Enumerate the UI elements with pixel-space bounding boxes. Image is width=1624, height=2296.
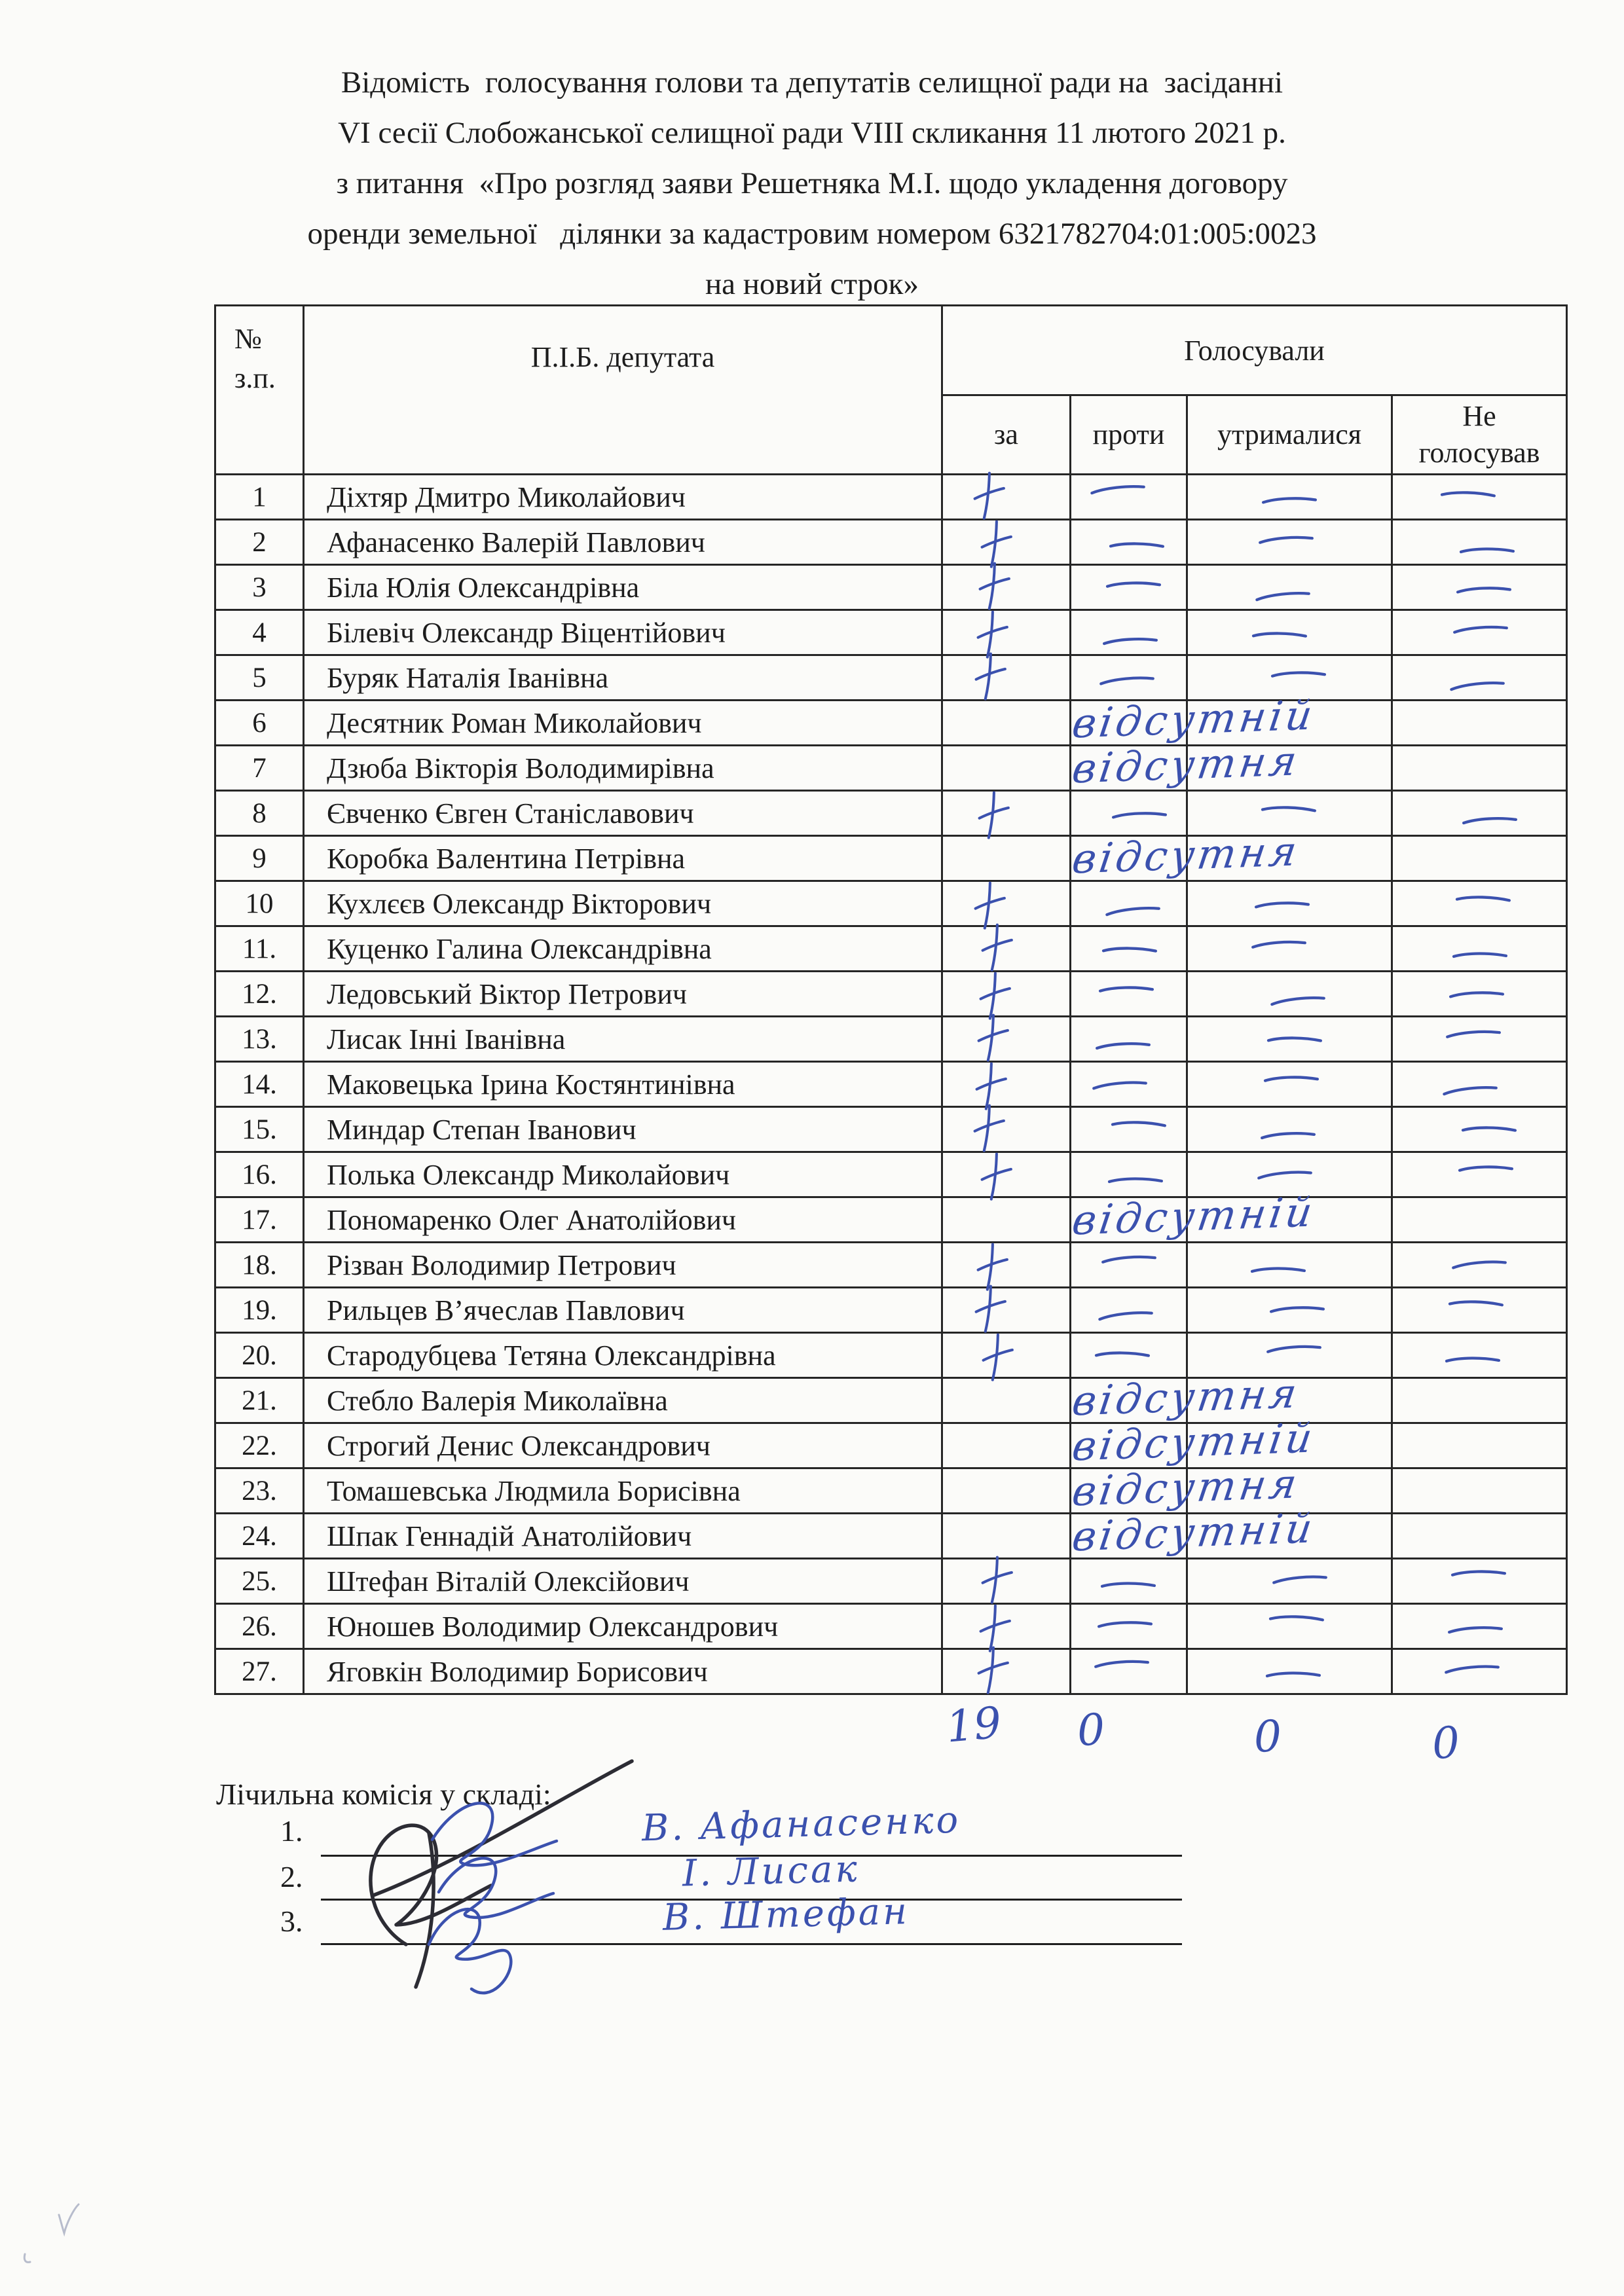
deputy-name-cell: Коробка Валентина Петрівна xyxy=(304,836,942,881)
vote-proty-cell xyxy=(1071,926,1187,972)
dash-mark-icon xyxy=(1090,1078,1149,1093)
title-line: з питання «Про розгляд заяви Решетняка М.І. щодо укладення договору xyxy=(336,166,1288,200)
col-header-utrym: утрималися xyxy=(1187,395,1392,475)
vote-proty-cell xyxy=(1071,655,1187,701)
absent-note: відсутній xyxy=(1069,1188,1319,1245)
vote-ne-cell xyxy=(1392,1649,1567,1694)
dash-mark-icon xyxy=(1101,634,1158,648)
dash-mark-icon xyxy=(1444,1353,1502,1367)
dash-mark-icon xyxy=(1094,1039,1151,1053)
vote-za-cell xyxy=(942,520,1071,565)
dash-mark-icon xyxy=(1249,1263,1308,1277)
col-header-voted: Голосували xyxy=(942,306,1567,395)
row-number-cell: 8 xyxy=(215,791,304,836)
vote-proty-cell xyxy=(1071,791,1187,836)
dash-mark-icon xyxy=(1259,1129,1317,1142)
col-header-num-line2: з.п. xyxy=(234,362,276,394)
dash-mark-icon xyxy=(1451,948,1509,962)
table-row xyxy=(215,1243,1567,1288)
vote-proty-cell xyxy=(1071,881,1187,926)
title-line: оренди земельної ділянки за кадастровим номером 6321782704:01:005:0023 xyxy=(307,217,1317,251)
dash-mark-icon xyxy=(1266,1032,1324,1048)
table-row xyxy=(215,746,1567,791)
total-utrym: 0 xyxy=(1253,1711,1283,1762)
row-number-cell: 5 xyxy=(215,655,304,701)
table-row xyxy=(215,926,1567,972)
row-number-cell: 24. xyxy=(215,1514,304,1559)
deputy-name-cell: Десятник Роман Миколайович xyxy=(304,701,942,746)
dash-mark-icon xyxy=(1096,1618,1154,1631)
vote-za-cell xyxy=(942,1333,1071,1378)
table-row xyxy=(215,881,1567,926)
row-number-cell: 10 xyxy=(215,881,304,926)
deputy-name-cell: Миндар Степан Іванович xyxy=(304,1107,942,1152)
vote-proty-cell xyxy=(1071,1017,1187,1062)
absent-note: відсутня xyxy=(1069,737,1303,793)
vote-proty-cell xyxy=(1071,1604,1187,1649)
dash-mark-icon xyxy=(1450,1567,1507,1580)
row-number-cell: 15. xyxy=(215,1107,304,1152)
row-number-cell: 16. xyxy=(215,1152,304,1197)
vote-proty-cell xyxy=(1071,1152,1187,1197)
vote-proty-cell xyxy=(1069,1413,1319,1470)
plus-mark-icon xyxy=(978,1332,1016,1383)
absent-note: відсутня xyxy=(1069,827,1303,883)
dash-mark-icon xyxy=(1106,1173,1164,1188)
dash-mark-icon xyxy=(1439,486,1497,503)
commission-item-number: 2. xyxy=(280,1860,303,1893)
dash-mark-icon xyxy=(1096,1307,1154,1324)
vote-utrym-cell xyxy=(1187,1107,1392,1152)
absent-note: відсутній xyxy=(1069,691,1319,748)
voting-table-body xyxy=(215,475,1567,1694)
vote-za-cell xyxy=(942,926,1071,972)
dash-mark-icon xyxy=(1097,983,1154,996)
row-number-cell: 2 xyxy=(215,520,304,565)
absent-note: відсутній xyxy=(1069,1413,1319,1470)
dash-mark-icon xyxy=(1261,494,1318,507)
deputy-name-cell: Яговкін Володимир Борисович xyxy=(304,1649,942,1694)
col-header-ne-holosuvav: Не голосував xyxy=(1392,395,1567,475)
commission-member-name: В. Афанасенко xyxy=(641,1798,961,1850)
table-row xyxy=(215,475,1567,520)
vote-proty-cell xyxy=(1069,1504,1319,1561)
table-row xyxy=(215,1197,1567,1243)
table-row xyxy=(215,1559,1567,1604)
vote-ne-cell xyxy=(1392,1559,1567,1604)
vote-ne-cell xyxy=(1392,1288,1567,1333)
deputy-name-cell: Стебло Валерія Миколаївна xyxy=(304,1378,942,1423)
col-header-num xyxy=(215,306,304,475)
vote-ne-cell xyxy=(1392,520,1567,565)
plus-mark-icon xyxy=(970,470,1008,522)
vote-za-cell xyxy=(942,1062,1071,1107)
plus-mark-icon xyxy=(977,1151,1015,1203)
row-number-cell: 23. xyxy=(215,1468,304,1514)
vote-ne-cell xyxy=(1392,972,1567,1017)
deputy-name-cell: Діхтяр Дмитро Миколайович xyxy=(304,475,942,520)
dash-mark-icon xyxy=(1250,937,1308,951)
vote-utrym-cell xyxy=(1187,610,1392,655)
vote-utrym-cell xyxy=(1187,972,1392,1017)
dash-mark-icon xyxy=(1270,668,1327,682)
vote-utrym-cell xyxy=(1187,1062,1392,1107)
col-header-za: за xyxy=(942,395,1071,475)
dash-mark-icon xyxy=(1268,993,1327,1009)
dash-mark-icon xyxy=(1447,1296,1505,1312)
table-row xyxy=(215,1062,1567,1107)
row-number-cell: 13. xyxy=(215,1017,304,1062)
dash-mark-icon xyxy=(1111,809,1168,822)
plus-mark-icon xyxy=(974,790,1012,841)
pen-signature-blue-3 xyxy=(429,1909,511,1993)
table-row xyxy=(215,836,1567,881)
vote-za-cell xyxy=(942,1288,1071,1333)
row-number-cell: 6 xyxy=(215,701,304,746)
table-row xyxy=(215,1017,1567,1062)
vote-utrym-cell xyxy=(1187,1243,1392,1288)
dash-mark-icon xyxy=(1441,1082,1499,1099)
vote-za-cell xyxy=(942,1152,1071,1197)
vote-proty-cell xyxy=(1071,1559,1187,1604)
table-row xyxy=(215,610,1567,655)
vote-za-cell xyxy=(942,1197,1071,1243)
vote-proty-cell xyxy=(1071,610,1187,655)
deputy-name-cell: Штефан Віталій Олексійович xyxy=(304,1559,942,1604)
table-row xyxy=(215,972,1567,1017)
vote-utrym-cell xyxy=(1187,1017,1392,1062)
row-number-cell: 22. xyxy=(215,1423,304,1468)
row-number-cell: 25. xyxy=(215,1559,304,1604)
deputy-name-cell: Томашевська Людмила Борисівна xyxy=(304,1468,942,1514)
col-header-proty: проти xyxy=(1071,395,1187,475)
row-number-cell: 18. xyxy=(215,1243,304,1288)
row-number-cell: 19. xyxy=(215,1288,304,1333)
dash-mark-icon xyxy=(1257,532,1316,547)
dash-mark-icon xyxy=(1450,1257,1509,1273)
vote-ne-cell xyxy=(1392,475,1567,520)
dash-mark-icon xyxy=(1443,1662,1502,1677)
deputy-name-cell: Різван Володимир Петрович xyxy=(304,1243,942,1288)
row-number-cell: 17. xyxy=(215,1197,304,1243)
vote-utrym-cell xyxy=(1187,565,1392,610)
vote-proty-cell xyxy=(1071,475,1187,520)
absent-note: відсутня xyxy=(1069,1369,1303,1425)
row-number-cell: 27. xyxy=(215,1649,304,1694)
dash-mark-icon xyxy=(1458,543,1517,558)
vote-za-cell xyxy=(942,881,1071,926)
dash-mark-icon xyxy=(1271,1572,1329,1588)
deputy-name-cell: Куценко Галина Олександрівна xyxy=(304,926,942,972)
deputy-name-cell: Білевіч Олександр Віцентійович xyxy=(304,610,942,655)
vote-ne-cell xyxy=(1392,1243,1567,1288)
deputy-name-cell: Афанасенко Валерій Павлович xyxy=(304,520,942,565)
dash-mark-icon xyxy=(1447,1623,1504,1637)
vote-utrym-cell xyxy=(1187,1288,1392,1333)
title-line: VI сесії Слобожанської селищної ради VIII скликання 11 лютого 2021 р. xyxy=(338,116,1286,150)
vote-za-cell xyxy=(942,791,1071,836)
vote-proty-cell xyxy=(1071,520,1187,565)
vote-ne-cell xyxy=(1392,881,1567,926)
deputy-name-cell: Стародубцева Тетяна Олександрівна xyxy=(304,1333,942,1378)
dash-mark-icon xyxy=(1259,801,1318,818)
vote-za-cell xyxy=(942,655,1071,701)
deputy-name-cell: Євченко Євген Станіславович xyxy=(304,791,942,836)
vote-proty-cell xyxy=(1069,1188,1319,1245)
vote-ne-cell xyxy=(1392,1017,1567,1062)
absent-note: відсутній xyxy=(1069,1504,1319,1561)
vote-proty-cell xyxy=(1071,1062,1187,1107)
dash-mark-icon xyxy=(1256,1167,1314,1183)
vote-utrym-cell xyxy=(1187,475,1392,520)
row-number-cell: 3 xyxy=(215,565,304,610)
vote-proty-cell xyxy=(1071,1243,1187,1288)
total-za: 19 xyxy=(944,1697,1004,1753)
dash-mark-icon xyxy=(1448,678,1506,694)
absent-note: відсутня xyxy=(1069,1459,1303,1516)
dash-mark-icon xyxy=(1263,1072,1320,1086)
deputy-name-cell: Лисак Інні Іванівна xyxy=(304,1017,942,1062)
dash-mark-icon xyxy=(1098,673,1156,689)
col-header-name: П.І.Б. депутата xyxy=(304,306,942,475)
total-proty: 0 xyxy=(1076,1704,1106,1757)
vote-za-cell xyxy=(942,1468,1071,1514)
vote-proty-cell xyxy=(1071,1649,1187,1694)
vote-za-cell xyxy=(942,1514,1071,1559)
dash-mark-icon xyxy=(1445,1027,1503,1041)
dash-mark-icon xyxy=(1454,891,1512,907)
deputy-name-cell: Строгий Денис Олександрович xyxy=(304,1423,942,1468)
vote-ne-cell xyxy=(1392,1107,1567,1152)
vote-za-cell xyxy=(942,1559,1071,1604)
dash-mark-icon xyxy=(1099,1578,1157,1592)
deputy-name-cell: Біла Юлія Олександрівна xyxy=(304,565,942,610)
dash-mark-icon xyxy=(1452,622,1510,636)
dash-mark-icon xyxy=(1267,1611,1325,1627)
dash-mark-icon xyxy=(1268,1303,1326,1316)
vote-ne-cell xyxy=(1392,926,1567,972)
vote-za-cell xyxy=(942,836,1071,881)
dash-mark-icon xyxy=(1107,538,1166,554)
plus-mark-icon xyxy=(978,1554,1016,1606)
commission-member-name: І. Лисак xyxy=(682,1848,860,1895)
vote-za-cell xyxy=(942,746,1071,791)
vote-proty-cell xyxy=(1071,972,1187,1017)
deputy-name-cell: Кухлєєв Олександр Вікторович xyxy=(304,881,942,926)
table-row xyxy=(215,1514,1567,1559)
dash-mark-icon xyxy=(1109,1116,1168,1133)
vote-za-cell xyxy=(942,972,1071,1017)
vote-proty-cell xyxy=(1069,691,1319,748)
vote-utrym-cell xyxy=(1187,1604,1392,1649)
table-row xyxy=(215,520,1567,565)
plus-mark-icon xyxy=(974,1645,1012,1696)
deputy-name-cell: Ледовський Віктор Петрович xyxy=(304,972,942,1017)
vote-utrym-cell xyxy=(1187,881,1392,926)
dash-mark-icon xyxy=(1253,899,1311,911)
vote-za-cell xyxy=(942,1423,1071,1468)
deputy-name-cell: Шпак Геннадій Анатолійович xyxy=(304,1514,942,1559)
dash-mark-icon xyxy=(1265,1341,1323,1356)
vote-proty-cell xyxy=(1071,1288,1187,1333)
dash-mark-icon xyxy=(1100,943,1158,958)
dash-mark-icon xyxy=(1461,814,1519,828)
row-number-cell: 14. xyxy=(215,1062,304,1107)
vote-ne-cell xyxy=(1392,1062,1567,1107)
vote-za-cell xyxy=(942,1649,1071,1694)
total-ne: 0 xyxy=(1430,1717,1462,1770)
document-title xyxy=(121,58,1503,310)
vote-za-cell xyxy=(942,610,1071,655)
dash-mark-icon xyxy=(1104,578,1162,592)
table-row xyxy=(215,1107,1567,1152)
col-header-num-line1: № xyxy=(234,323,262,355)
vote-za-cell xyxy=(942,475,1071,520)
dash-mark-icon xyxy=(1457,1162,1515,1176)
dash-mark-icon xyxy=(1093,1347,1151,1363)
vote-utrym-cell xyxy=(1187,1559,1392,1604)
stray-pen-marks xyxy=(13,2196,98,2269)
vote-proty-cell xyxy=(1069,1459,1303,1516)
vote-proty-cell xyxy=(1069,1369,1303,1425)
dash-mark-icon xyxy=(1253,588,1312,604)
commission-label: Лічильна комісія у складі: xyxy=(216,1777,551,1811)
deputy-name-cell: Дзюба Вікторія Володимирівна xyxy=(304,746,942,791)
plus-mark-icon xyxy=(970,1102,1008,1154)
vote-za-cell xyxy=(942,1378,1071,1423)
vote-ne-cell xyxy=(1392,565,1567,610)
deputy-name-cell: Буряк Наталія Іванівна xyxy=(304,655,942,701)
row-number-cell: 11. xyxy=(215,926,304,972)
commission-member-name: В. Штефан xyxy=(662,1890,910,1939)
row-number-cell: 7 xyxy=(215,746,304,791)
table-row xyxy=(215,1649,1567,1694)
dash-mark-icon xyxy=(1099,1252,1158,1266)
vote-proty-cell xyxy=(1071,1107,1187,1152)
vote-za-cell xyxy=(942,1017,1071,1062)
table-row xyxy=(215,565,1567,610)
vote-ne-cell xyxy=(1392,1604,1567,1649)
vote-utrym-cell xyxy=(1187,926,1392,972)
pen-signature-blue-2 xyxy=(439,1858,553,1918)
dash-mark-icon xyxy=(1460,1122,1519,1138)
voting-table xyxy=(214,304,1568,1695)
plus-mark-icon xyxy=(978,922,1016,974)
commission-item-number: 1. xyxy=(280,1814,303,1848)
vote-za-cell xyxy=(942,1107,1071,1152)
deputy-name-cell: Маковецька Ірина Костянтинівна xyxy=(304,1062,942,1107)
row-number-cell: 4 xyxy=(215,610,304,655)
table-row xyxy=(215,1288,1567,1333)
vote-za-cell xyxy=(942,701,1071,746)
vote-proty-cell xyxy=(1071,565,1187,610)
vote-proty-cell xyxy=(1069,737,1303,793)
row-number-cell: 12. xyxy=(215,972,304,1017)
plus-mark-icon xyxy=(971,1283,1009,1335)
vote-za-cell xyxy=(942,1604,1071,1649)
dash-mark-icon xyxy=(1092,1656,1151,1671)
plus-mark-icon xyxy=(975,560,1013,612)
plus-mark-icon xyxy=(971,651,1009,702)
vote-proty-cell xyxy=(1071,1333,1187,1378)
dash-mark-icon xyxy=(1264,1667,1323,1682)
row-number-cell: 20. xyxy=(215,1333,304,1378)
dash-mark-icon xyxy=(1251,628,1309,644)
row-number-cell: 21. xyxy=(215,1378,304,1423)
vote-utrym-cell xyxy=(1187,1649,1392,1694)
deputy-name-cell: Пономаренко Олег Анатолійович xyxy=(304,1197,942,1243)
table-row xyxy=(215,1604,1567,1649)
dash-mark-icon xyxy=(1455,584,1513,596)
deputy-name-cell: Рильцев В’ячеслав Павлович xyxy=(304,1288,942,1333)
vote-za-cell xyxy=(942,1243,1071,1288)
title-line: на новий строк» xyxy=(705,267,919,301)
row-number-cell: 9 xyxy=(215,836,304,881)
row-number-cell: 26. xyxy=(215,1604,304,1649)
dash-mark-icon xyxy=(1448,989,1505,1001)
dash-mark-icon xyxy=(1088,481,1147,498)
signature-scribbles xyxy=(275,1728,864,2010)
plus-mark-icon xyxy=(974,1012,1012,1064)
commission-item-number: 3. xyxy=(280,1904,303,1938)
deputy-name-cell: Полька Олександр Миколайович xyxy=(304,1152,942,1197)
vote-proty-cell xyxy=(1069,827,1303,883)
vote-za-cell xyxy=(942,565,1071,610)
deputy-name-cell: Юношев Володимир Олександрович xyxy=(304,1604,942,1649)
dash-mark-icon xyxy=(1103,903,1162,919)
vote-ne-cell xyxy=(1392,610,1567,655)
row-number-cell: 1 xyxy=(215,475,304,520)
vote-utrym-cell xyxy=(1187,520,1392,565)
title-line: Відомість голосування голови та депутатів селищної ради на засіданні xyxy=(341,65,1283,100)
